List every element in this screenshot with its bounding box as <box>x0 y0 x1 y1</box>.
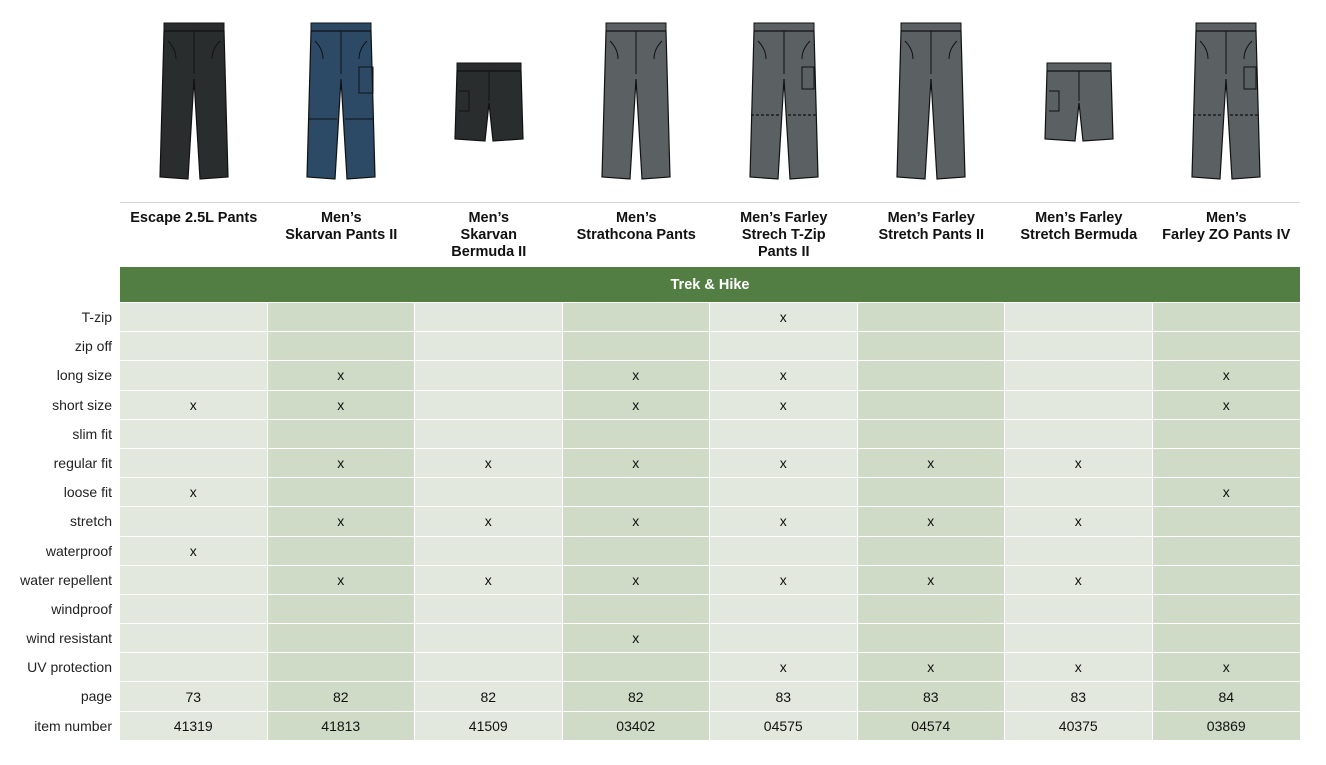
product-image <box>1153 0 1301 202</box>
table-cell: x <box>1005 507 1153 536</box>
product-image <box>710 0 858 202</box>
table-cell <box>415 420 563 449</box>
table-cell <box>858 537 1006 566</box>
product-name: Men’s Skarvan Pants II <box>285 210 398 243</box>
table-cell <box>563 478 711 507</box>
table-cell: x <box>120 478 268 507</box>
table-cell <box>710 624 858 653</box>
table-cell: x <box>710 507 858 536</box>
table-row <box>0 332 1300 361</box>
table-cell: x <box>1153 653 1301 682</box>
table-cell <box>1153 595 1301 624</box>
table-cell <box>268 537 416 566</box>
pants-icon <box>1186 19 1266 184</box>
table-cell <box>268 595 416 624</box>
table-row <box>0 449 1300 478</box>
table-row <box>0 712 1300 741</box>
row-label: slim fit <box>72 425 112 442</box>
divider <box>120 202 1300 203</box>
table-cell <box>1005 595 1153 624</box>
table-cell <box>710 537 858 566</box>
table-cell <box>1153 420 1301 449</box>
row-label: T-zip <box>81 309 112 325</box>
row-label: wind resistant <box>26 630 112 647</box>
table-cell: x <box>415 566 563 595</box>
table-cell <box>415 361 563 390</box>
table-cell: x <box>563 566 711 595</box>
table-cell <box>1153 332 1301 361</box>
table-cell: 03402 <box>563 712 711 741</box>
table-cell <box>858 420 1006 449</box>
table-row <box>0 566 1300 595</box>
table-cell <box>1005 391 1153 420</box>
table-cell <box>1005 537 1153 566</box>
table-cell <box>268 624 416 653</box>
table-cell <box>858 332 1006 361</box>
table-cell: x <box>710 361 858 390</box>
table-cell <box>120 420 268 449</box>
table-cell <box>120 624 268 653</box>
table-cell: 41509 <box>415 712 563 741</box>
table-cell: x <box>563 624 711 653</box>
product-name: Escape 2.5L Pants <box>130 210 258 226</box>
table-cell <box>415 391 563 420</box>
table-cell: 04574 <box>858 712 1006 741</box>
table-row <box>0 653 1300 682</box>
table-row <box>0 478 1300 507</box>
product-name: Men’s Skarvan Bermuda II <box>451 210 527 260</box>
table-cell: x <box>563 361 711 390</box>
table-cell <box>268 303 416 332</box>
shorts-icon <box>449 51 529 151</box>
row-label: stretch <box>69 513 112 530</box>
table-row <box>0 682 1300 711</box>
table-cell: x <box>563 449 711 478</box>
table-cell <box>563 537 711 566</box>
table-cell: 03869 <box>1153 712 1301 741</box>
table-cell <box>1005 303 1153 332</box>
table-cell <box>858 361 1006 390</box>
table-row <box>0 595 1300 624</box>
table-cell: x <box>710 303 858 332</box>
table-cell <box>120 332 268 361</box>
pants-icon <box>301 19 381 184</box>
product-image <box>268 0 416 202</box>
table-cell: x <box>858 566 1006 595</box>
table-cell <box>710 595 858 624</box>
table-cell: x <box>268 391 416 420</box>
table-cell <box>120 449 268 478</box>
table-cell <box>858 595 1006 624</box>
product-name: Men’s Farley ZO Pants IV <box>1162 210 1291 243</box>
row-label: long size <box>56 367 112 384</box>
table-cell: x <box>710 391 858 420</box>
table-cell <box>563 420 711 449</box>
table-cell <box>120 653 268 682</box>
table-row <box>0 361 1300 390</box>
table-cell <box>1005 624 1153 653</box>
table-cell <box>1153 449 1301 478</box>
row-label: water repellent <box>20 571 112 588</box>
table-cell: 41813 <box>268 712 416 741</box>
table-cell: x <box>858 653 1006 682</box>
table-row <box>0 537 1300 566</box>
table-cell <box>710 420 858 449</box>
table-cell <box>120 595 268 624</box>
table-cell: x <box>1153 361 1301 390</box>
pants-icon <box>596 19 676 184</box>
table-cell: x <box>563 391 711 420</box>
product-name: Men’s Strathcona Pants <box>576 210 696 243</box>
table-cell: x <box>1153 478 1301 507</box>
table-cell: 04575 <box>710 712 858 741</box>
table-cell: x <box>858 507 1006 536</box>
table-cell: 82 <box>415 682 563 711</box>
table-row <box>0 420 1300 449</box>
table-cell: 82 <box>268 682 416 711</box>
table-cell: 84 <box>1153 682 1301 711</box>
table-cell <box>1005 420 1153 449</box>
table-cell <box>1153 303 1301 332</box>
table-cell <box>563 653 711 682</box>
table-cell <box>120 507 268 536</box>
table-cell: 41319 <box>120 712 268 741</box>
row-label: waterproof <box>45 542 112 559</box>
table-cell <box>1153 566 1301 595</box>
table-cell: 40375 <box>1005 712 1153 741</box>
table-cell <box>858 391 1006 420</box>
product-name: Men’s Farley Stretch Pants II <box>878 210 985 243</box>
table-cell: x <box>120 391 268 420</box>
table-cell <box>415 653 563 682</box>
table-cell: x <box>1153 391 1301 420</box>
table-row <box>0 624 1300 653</box>
table-cell: x <box>120 537 268 566</box>
product-name: Men’s Farley Strech T-Zip Pants II <box>740 210 828 260</box>
table-cell <box>415 624 563 653</box>
table-cell <box>710 332 858 361</box>
comparison-table <box>0 303 1300 741</box>
row-label: page <box>80 688 112 705</box>
table-cell: x <box>1005 449 1153 478</box>
table-cell <box>563 595 711 624</box>
table-cell <box>1153 537 1301 566</box>
table-cell <box>120 361 268 390</box>
table-cell <box>120 566 268 595</box>
table-cell: x <box>710 449 858 478</box>
table-cell <box>1153 507 1301 536</box>
row-label: zip off <box>74 338 112 355</box>
section-header: Trek & Hike <box>120 267 1300 302</box>
shorts-icon <box>1039 51 1119 151</box>
table-cell <box>1005 478 1153 507</box>
table-cell <box>415 478 563 507</box>
product-image <box>563 0 711 202</box>
table-cell: x <box>1005 653 1153 682</box>
table-cell: 73 <box>120 682 268 711</box>
table-cell: 83 <box>1005 682 1153 711</box>
table-cell <box>268 653 416 682</box>
row-label: regular fit <box>53 454 112 471</box>
pants-icon <box>744 19 824 184</box>
table-cell <box>1005 332 1153 361</box>
table-cell: x <box>858 449 1006 478</box>
table-cell: x <box>415 507 563 536</box>
product-image <box>858 0 1006 202</box>
table-cell: x <box>1005 566 1153 595</box>
product-image <box>415 0 563 202</box>
table-cell <box>710 478 858 507</box>
table-cell <box>1005 361 1153 390</box>
table-cell <box>415 332 563 361</box>
table-row <box>0 391 1300 420</box>
table-cell: x <box>268 361 416 390</box>
table-cell: x <box>710 653 858 682</box>
table-cell <box>858 303 1006 332</box>
table-cell <box>415 303 563 332</box>
product-images <box>120 0 1300 202</box>
table-cell: x <box>268 566 416 595</box>
row-label: UV protection <box>27 659 112 676</box>
table-cell <box>415 537 563 566</box>
table-cell <box>858 478 1006 507</box>
table-cell: x <box>415 449 563 478</box>
table-cell: x <box>710 566 858 595</box>
product-name: Men’s Farley Stretch Bermuda <box>1020 210 1138 243</box>
table-row <box>0 507 1300 536</box>
product-image <box>120 0 268 202</box>
table-cell: 82 <box>563 682 711 711</box>
table-cell: 83 <box>858 682 1006 711</box>
table-cell <box>563 303 711 332</box>
table-cell <box>563 332 711 361</box>
table-cell: 83 <box>710 682 858 711</box>
table-cell: x <box>563 507 711 536</box>
product-image <box>1005 0 1153 202</box>
table-cell: x <box>268 507 416 536</box>
product-names <box>120 210 1300 261</box>
row-label: short size <box>52 396 112 413</box>
row-label: loose fit <box>63 484 112 501</box>
table-cell <box>268 332 416 361</box>
pants-icon <box>154 19 234 184</box>
table-cell <box>120 303 268 332</box>
table-cell <box>858 624 1006 653</box>
row-label: item number <box>34 717 112 734</box>
table-cell: x <box>268 449 416 478</box>
row-label: windproof <box>51 600 112 617</box>
table-row <box>0 303 1300 332</box>
table-cell <box>268 478 416 507</box>
table-cell <box>268 420 416 449</box>
table-cell <box>1153 624 1301 653</box>
table-cell <box>415 595 563 624</box>
pants-icon <box>891 19 971 184</box>
